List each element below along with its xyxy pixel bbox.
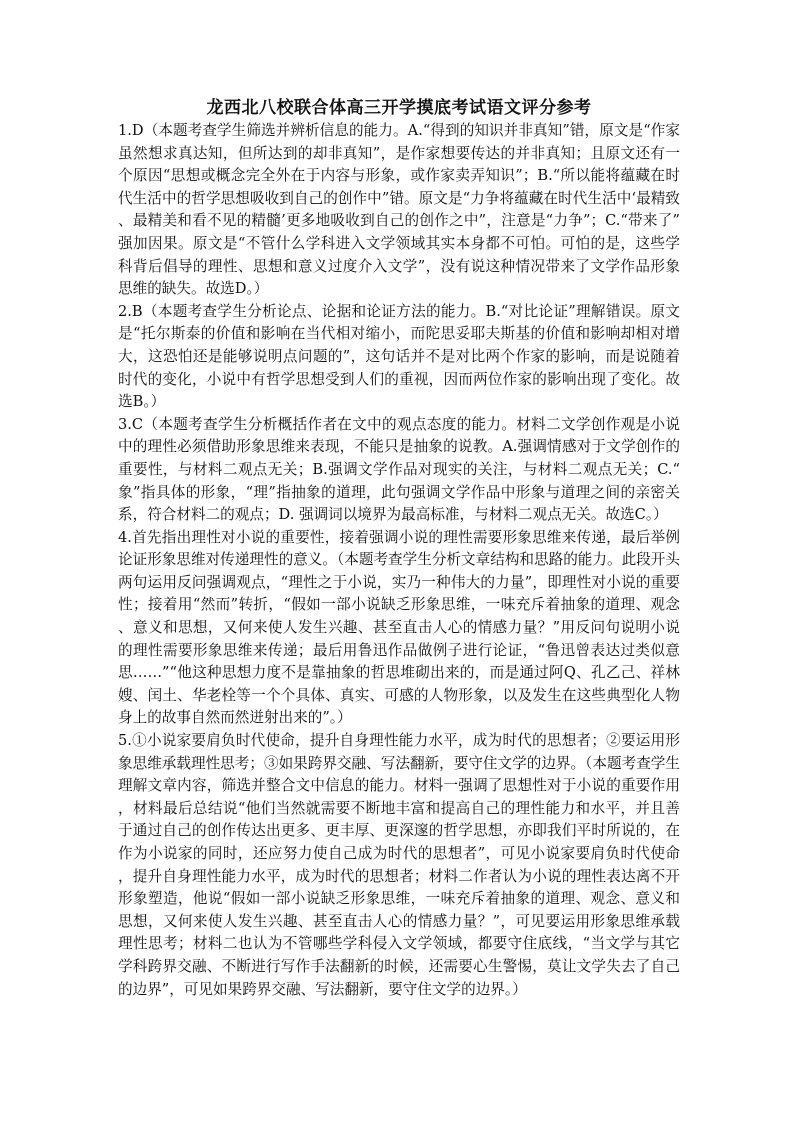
page-title: 龙西北八校联合体高三开学摸底考试语文评分参考 bbox=[206, 98, 592, 118]
answer-sheet bbox=[118, 96, 680, 1001]
answer-item: 4.首先指出理性对小说的重要性，接着强调小说的理性需要形象思维来传递，最后举例论证形象思维对传递理性的意义。（本题考查学生分析文章结构和思路的能力。此段开头两句运用反问强调观点，“理性之于小说，实乃一种伟大的力量”，即理性对小说的重要性；接着用“然而”转折，“假如一部小说缺乏形象思维，一味充斥着抽象的道理、观念、意义和思想，又何来使人发生兴趣、甚至直击人心的情感力量？”用反问句说明小说的理性需要形象思维来传递；最后用鲁迅作品做例子进行论证，“鲁迅曾表达过类似意思……”“他这种思想力度不是靠抽象的哲思堆砌出来的，而是通过阿Q、孔乙己、祥林嫂、闰土、华老栓等一个个具体、真实、可感的人物形象，以及发生在这些典型化人物身上的故事自然而然迸射出来的”。） bbox=[118, 528, 680, 727]
answer-item: 2.B（本题考查学生分析论点、论据和论证方法的能力。B.“对比论证”理解错误。原文是“托尔斯泰的价值和影响在当代相对缩小，而陀思妥耶夫斯基的价值和影响却相对增大，这恐怕还是能够说明点问题的”，这句话并不是对比两个作家的影响，而是说随着时代的变化，小说中有哲学思想受到人们的重视，因而两位作家的影响出现了变化。故选B。） bbox=[118, 302, 680, 411]
answer-item: 3.C（本题考查学生分析概括作者在文中的观点态度的能力。材料二文学创作观是小说中的理性必须借助形象思维来表现，不能只是抽象的说教。A.强调情感对于文学创作的重要性，与材料二观点无关；B.强调文学作品对现实的关注，与材料二观点无关；C.“象”指具体的形象，“理”指抽象的道理，此句强调文学作品中形象与道理之间的亲密关系，符合材料二的观点；D. 强调词以境界为最高标准，与材料二观点无关。故选C。） bbox=[118, 415, 680, 524]
answer-item: 1.D（本题考查学生筛选并辨析信息的能力。A.“得到的知识并非真知”错，原文是“作家虽然想求真达知，但所达到的却非真知”，是作家想要传达的并非真知；且原文还有一个原因“思想或概念完全外在于内容与形象，或作家卖弄知识”；B.“所以能将蕴藏在时代生活中的哲学思想吸收到自己的创作中”错。原文是“力争将蕴藏在时代生活中‘最精致、最精美和看不见的精髓’更多地吸收到自己的创作之中”，注意是“力争”；C.“带来了”强加因果。原文是“不管什么学科进入文学领域其实本身都不可怕。可怕的是，这些学科背后倡导的理性、思想和意义过度介入文学”，没有说这种情况带来了文学作品形象思维的缺失。故选D。） bbox=[118, 122, 680, 298]
answer-item: 5.①小说家要肩负时代使命，提升自身理性能力水平，成为时代的思想者；②要运用形象思维承载理性思考；③如果跨界交融、写法翻新，要守住文学的边界。（本题考查学生理解文章内容，筛选并整合文中信息的能力。材料一强调了思想性对于小说的重要作用，材料最后总结说“他们当然就需要不断地丰富和提高自己的理性能力和水平，并且善于通过自己的创作传达出更多、更丰厚、更深邃的哲学思想，亦即我们平时所说的，在作为小说家的同时，还应努力使自己成为时代的思想者”，可见小说家要肩负时代使命，提升自身理性能力水平，成为时代的思想者；材料二作者认为小说的理性表达离不开形象塑造，他说“假如一部小说缺乏形象思维，一味充斥着抽象的道理、观念、意义和思想，又何来使人发生兴趣、甚至直击人心的情感力量？”，可见要运用形象思维承载理性思考；材料二也认为不管哪些学科侵入文学领域，都要守住底线，“当文学与其它学科跨界交融、不断进行写作手法翻新的时候，还需要心生警惕，莫让文学失去了自己的边界”，可见如果跨界交融、写法翻新，要守住文学的边界。） bbox=[118, 732, 680, 998]
